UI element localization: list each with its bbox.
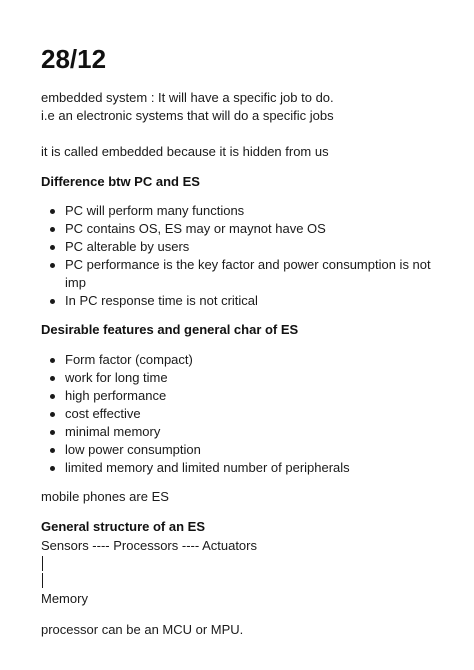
page-title: 28/12 bbox=[41, 44, 107, 74]
list-item: minimal memory bbox=[41, 423, 436, 441]
list-pc-vs-es bbox=[41, 202, 436, 310]
heading-es-structure: General structure of an ES bbox=[41, 519, 205, 534]
list-item: cost effective bbox=[41, 405, 436, 423]
intro-definition: embedded system : It will have a specific job to do. bbox=[41, 90, 334, 105]
list-item: PC performance is the key factor and power consumption is not imp bbox=[41, 256, 436, 292]
processor-note: processor can be an MCU or MPU. bbox=[41, 622, 244, 637]
mobile-phones-note: mobile phones are ES bbox=[41, 489, 169, 504]
intro-hidden-note: it is called embedded because it is hidden from us bbox=[41, 144, 329, 159]
structure-chain: Sensors ---- Processors ---- Actuators bbox=[41, 538, 257, 553]
list-item: Form factor (compact) bbox=[41, 351, 436, 369]
connector-line bbox=[42, 573, 43, 588]
heading-es-features: Desirable features and general char of ES bbox=[41, 322, 299, 337]
list-es-features bbox=[41, 351, 436, 477]
list-item: low power consumption bbox=[41, 441, 436, 459]
list-item: PC will perform many functions bbox=[41, 202, 436, 220]
intro-explanation: i.e an electronic systems that will do a specific jobs bbox=[41, 108, 334, 123]
list-item: limited memory and limited number of peripherals bbox=[41, 459, 436, 477]
list-item: work for long time bbox=[41, 369, 436, 387]
list-item: PC alterable by users bbox=[41, 238, 436, 256]
list-item: In PC response time is not critical bbox=[41, 292, 436, 310]
connector-line bbox=[42, 556, 43, 571]
structure-memory: Memory bbox=[41, 591, 88, 606]
heading-pc-vs-es: Difference btw PC and ES bbox=[41, 174, 200, 189]
list-item: PC contains OS, ES may or maynot have OS bbox=[41, 220, 436, 238]
list-item: high performance bbox=[41, 387, 436, 405]
